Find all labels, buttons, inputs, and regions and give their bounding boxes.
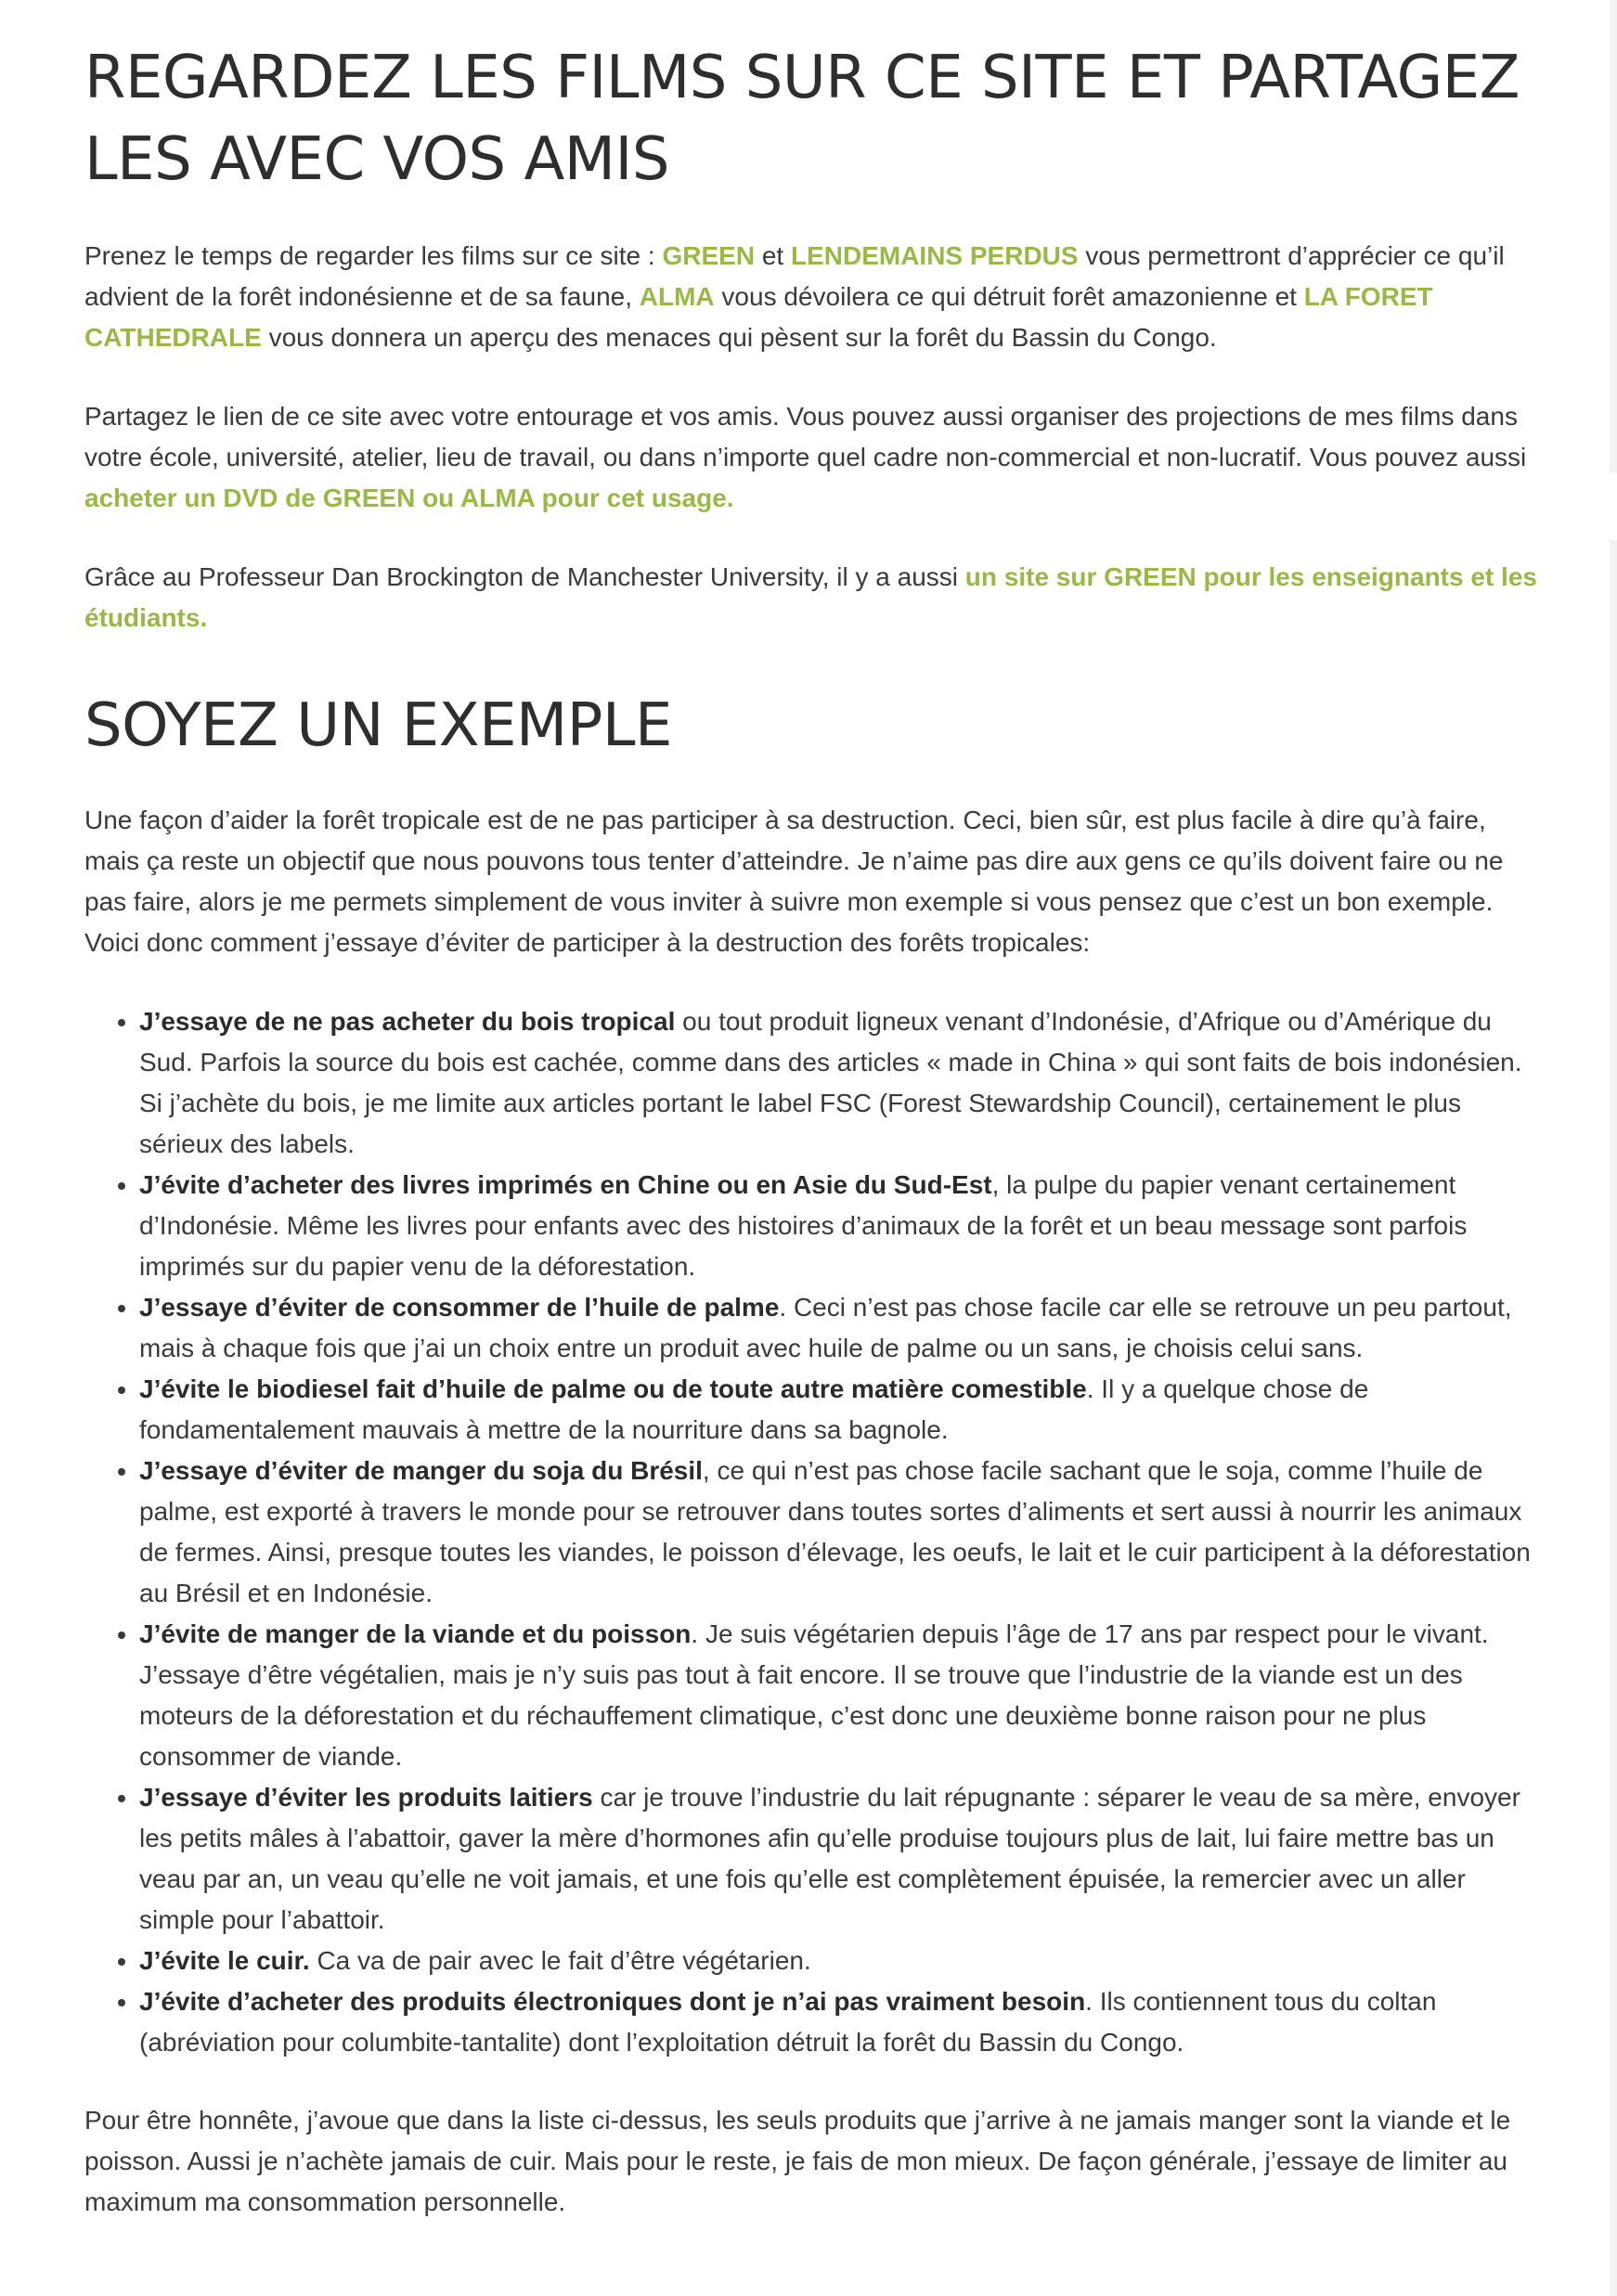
- paragraph-intro: Une façon d’aider la forêt tropicale est de ne pas participer à sa destruction. Ceci, bien sûr, est plus facile à dire qu’à faire, mais ça reste un objectif que nous pouvons tous tenter d’atteindre. Je n’aime pas dire aux gens ce qu’ils doivent faire ou ne pas faire, alors je me permets simplement de vous inviter à suivre mon exemple si vous pensez que c’est un bon exemple. Voici donc comment j’essaye d’éviter de participer à la destruction des forêts tropicales:: [84, 806, 1504, 957]
- section-heading-films: REGARDEZ LES FILMS SUR CE SITE ET PARTAGEZ LES AVEC VOS AMIS: [84, 44, 1520, 194]
- list-item: • J’essaye d’éviter les produits laitiers car je trouve l’industrie du lait répugnante : séparer le veau de sa mère, envoyer les petits mâles à l’abattoir, gaver la mère d’hormones afin qu’elle produise toujours plus de lait, lui faire mettre bas un veau par an, un veau qu’elle ne voit jamais, et une fois qu’elle est complètement épuisée, la remercier avec un aller simple pour l’abattoir.: [139, 1777, 1542, 1941]
- link-alma-film[interactable]: ALMA: [639, 282, 715, 311]
- list-item: • J’évite d’acheter des produits électroniques dont je n’ai pas vraiment besoin. Ils contiennent tous du coltan (abréviation pour columbite-tantalite) dont l’exploitation détruit la forêt du Bassin du Congo.: [139, 1981, 1542, 2063]
- article-content: [84, 37, 1542, 2261]
- paragraph-teachers: Grâce au Professeur Dan Brockington de Manchester University, il y a aussi un site sur GREEN pour les enseignants et les étudiants.: [84, 562, 1537, 632]
- section-heading-exemple: SOYEZ UN EXEMPLE: [84, 691, 672, 760]
- paragraph-films: Prenez le temps de regarder les films sur ce site : GREEN et LENDEMAINS PERDUS vous permettront d’apprécier ce qu’il advient de la forêt indonésienne et de sa faune, ALMA vous dévoilera ce qui détruit forêt amazonienne et LA FORET CATHEDRALE vous donnera un aperçu des menaces qui pèsent sur la forêt du Bassin du Congo.: [84, 241, 1505, 352]
- list-item: • J’évite le cuir. Ca va de pair avec le fait d’être végétarien.: [139, 1941, 1542, 1981]
- list-item: • J’essaye de ne pas acheter du bois tropical ou tout produit ligneux venant d’Indonésie, d’Afrique ou d’Amérique du Sud. Parfois la source du bois est cachée, comme dans des articles « made in China » qui sont faits de bois indonésien. Si j’achète du bois, je me limite aux articles portant le label FSC (Forest Stewardship Council), certainement le plus sérieux des labels.: [139, 1001, 1542, 1165]
- scrollbar-track[interactable]: [1610, 540, 1617, 2296]
- link-lendemains-perdus-film[interactable]: LENDEMAINS PERDUS: [790, 241, 1079, 270]
- list-item: • J’essaye d’éviter de consommer de l’huile de palme. Ceci n’est pas chose facile car elle se retrouve un peu partout, mais à chaque fois que j’ai un choix entre un produit avec huile de palme ou un sans, je choisis celui sans.: [139, 1287, 1542, 1369]
- list-item: • J’évite de manger de la viande et du poisson. Je suis végétarien depuis l’âge de 17 ans par respect pour le vivant. J’essaye d’être végétalien, mais je n’y suis pas tout à fait encore. Il se trouve que l’industrie de la viande est un des moteurs de la déforestation et du réchauffement climatique, c’est donc une deuxième bonne raison pour ne plus consommer de viande.: [139, 1614, 1542, 1777]
- advice-list: [84, 1001, 1542, 2063]
- list-item: • J’essaye d’éviter de manger du soja du Brésil, ce qui n’est pas chose facile sachant que le soja, comme l’huile de palme, est exporté à travers le monde pour se retrouver dans toutes sortes d’aliments et sert aussi à nourrir les animaux de fermes. Ainsi, presque toutes les viandes, le poisson d’élevage, les oeufs, le lait et le cuir participent à la déforestation au Brésil et en Indonésie.: [139, 1451, 1542, 1614]
- link-buy-dvd[interactable]: acheter un DVD de GREEN ou ALMA pour cet usage.: [84, 484, 734, 512]
- paragraph-share: Partagez le lien de ce site avec votre entourage et vos amis. Vous pouvez aussi organiser des projections de mes films dans votre école, université, atelier, lieu de travail, ou dans n’importe quel cadre non-commercial et non-lucratif. Vous pouvez aussi acheter un DVD de GREEN ou ALMA pour cet usage.: [84, 402, 1527, 512]
- list-item: • J’évite le biodiesel fait d’huile de palme ou de toute autre matière comestible. Il y a quelque chose de fondamentalement mauvais à mettre de la nourriture dans sa bagnole.: [139, 1369, 1542, 1451]
- list-item: • J’évite d’acheter des livres imprimés en Chine ou en Asie du Sud-Est, la pulpe du papier venant certainement d’Indonésie. Même les livres pour enfants avec des histoires d’animaux de la forêt et un beau message sont parfois imprimés sur du papier venu de la déforestation.: [139, 1165, 1542, 1287]
- link-green-teachers-site[interactable]: un site sur GREEN pour les enseignants et les étudiants.: [84, 562, 1537, 632]
- link-foret-cathedrale-film[interactable]: LA FORET CATHEDRALE: [84, 282, 1433, 352]
- page-edge: [1610, 0, 1617, 473]
- link-green-film[interactable]: GREEN: [662, 241, 756, 270]
- paragraph-conclusion: Pour être honnête, j’avoue que dans la liste ci-dessus, les seuls produits que j’arrive à ne jamais manger sont la viande et le poisson. Aussi je n’achète jamais de cuir. Mais pour le reste, je fais de mon mieux. De façon générale, j’essaye de limiter au maximum ma consommation personnelle.: [84, 2106, 1511, 2216]
